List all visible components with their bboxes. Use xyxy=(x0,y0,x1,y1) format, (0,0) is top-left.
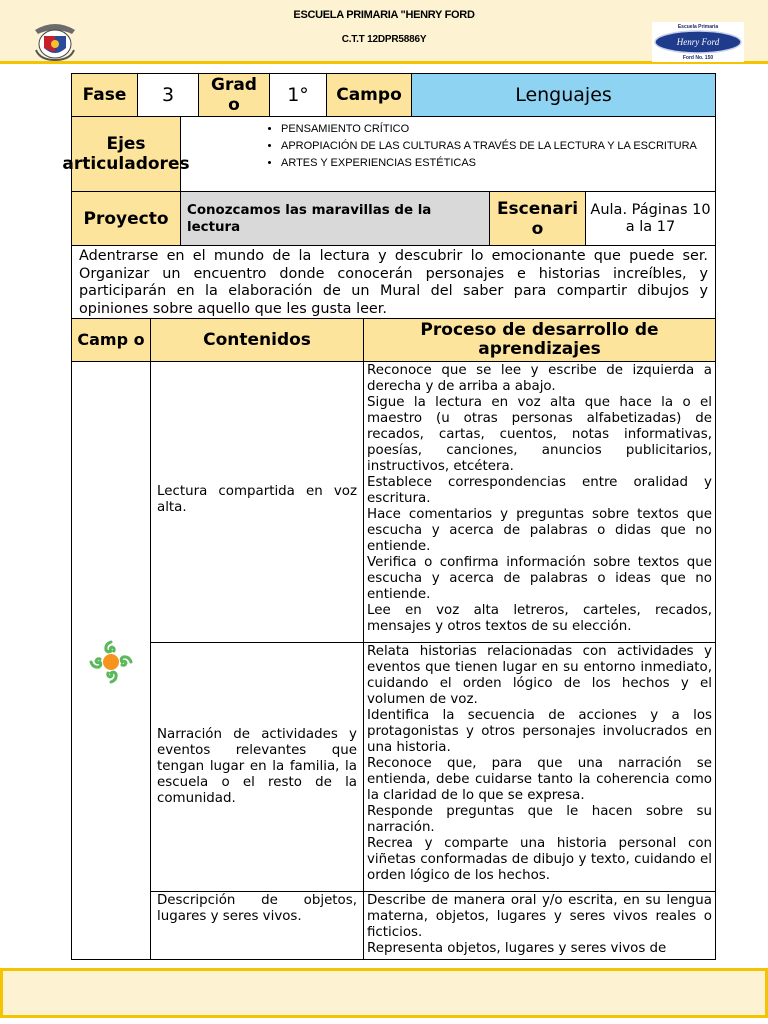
header-band xyxy=(0,0,768,64)
contenido-cell: Narración de actividades y eventos relevantes que tengan lugar en la familia, la escuela o el resto de la comunidad. xyxy=(150,642,364,892)
project-description: Adentrarse en el mundo de la lectura y descubrir lo emocionante que puede ser. Organizar un encuentro donde conocerán personajes e historias increíbles, y participarán en la elaboración de un Mural del saber para compartir dibujos y opiniones sobre aquello que les gusta leer. xyxy=(71,245,716,319)
svg-text:Escuela Primaria: Escuela Primaria xyxy=(677,24,719,30)
svg-text:Ford No. 150: Ford No. 150 xyxy=(682,55,714,61)
eje-item: • APROPIACIÓN DE LAS CULTURAS A TRAVÉS DE LA LECTURA Y LA ESCRITURA xyxy=(281,138,715,155)
campo-value: Lenguajes xyxy=(411,73,716,117)
proceso-cell xyxy=(363,642,716,892)
escenario-value: Aula. Páginas 10 a la 17 xyxy=(585,191,716,246)
proceso-item: Describe de manera oral y/o escrita, en su lengua materna, objetos, lugares y seres vivos reales o ficticios. xyxy=(367,893,712,940)
proceso-item: Sigue la lectura en voz alta que hace la o el maestro (u otras personas alfabetizadas) de recados, cartas, cuentos, notas informativas, poesías, canciones, anuncios publicitarios, instructivos, etcétera. xyxy=(367,395,712,474)
proceso-item: Representa objetos, lugares y seres vivos de xyxy=(367,941,667,956)
escenario-label: Escenari o xyxy=(489,191,586,246)
campo-label: Campo xyxy=(326,73,412,117)
proceso-item: Hace comentarios y preguntas sobre textos que escucha y acerca de palabras o didas que no entiende. xyxy=(367,507,712,554)
proceso-item: Identifica la secuencia de acciones y a los protagonistas y otros personajes involucrados en una historia. xyxy=(367,708,712,755)
proceso-item: Verifica o confirma información sobre textos que escucha y acerca de palabras o ideas que no entiende. xyxy=(367,555,712,602)
proceso-item: Lee en voz alta letreros, carteles, recados, mensajes y otros textos de su elección. xyxy=(367,603,712,634)
school-cct: C.T.T 12DPR5886Y xyxy=(341,34,427,45)
grado-label: Grad o xyxy=(198,73,270,117)
proceso-item: Responde preguntas que le hacen sobre su narración. xyxy=(367,804,712,835)
fase-value: 3 xyxy=(137,73,199,117)
proyecto-value: Conozcamos las maravillas de la lectura xyxy=(180,191,490,246)
lenguajes-campo-icon xyxy=(85,636,137,688)
footer-band xyxy=(0,968,768,1018)
svg-text:Henry Ford: Henry Ford xyxy=(676,37,720,47)
school-name: ESCUELA PRIMARIA "HENRY FORD xyxy=(293,9,475,21)
column-header-proceso: Proceso de desarrollo de aprendizajes xyxy=(363,318,716,362)
eje-item: • ARTES Y EXPERIENCIAS ESTÉTICAS xyxy=(281,155,715,172)
ejes-list-cell xyxy=(180,116,716,192)
eje-item: • PENSAMIENTO CRÍTICO xyxy=(281,121,715,138)
column-header-campo: Camp o xyxy=(71,318,151,362)
proyecto-label: Proyecto xyxy=(71,191,181,246)
proceso-item: Reconoce que se lee y escribe de izquierda a derecha y de arriba a abajo. xyxy=(367,363,712,394)
henry-ford-logo xyxy=(652,22,744,62)
ejes-list xyxy=(257,121,715,172)
proceso-item: Reconoce que, para que una narración se entienda, debe cuidarse tanto la coherencia como la claridad de lo que se expresa. xyxy=(367,756,712,803)
proceso-cell xyxy=(363,891,716,960)
proceso-item: Establece correspondencias entre oralidad y escritura. xyxy=(367,475,712,506)
grado-value: 1° xyxy=(269,73,327,117)
column-header-contenidos: Contenidos xyxy=(150,318,364,362)
proceso-item: Relata historias relacionadas con actividades y eventos que tienen lugar en su entorno inmediato, cuidando el orden lógico de los hechos y el volumen de voz. xyxy=(367,644,712,707)
ejes-label: Ejes articuladores xyxy=(71,116,181,192)
proceso-cell xyxy=(363,361,716,643)
contenido-cell: Lectura compartida en voz alta. xyxy=(150,361,364,643)
proceso-item: Recrea y comparte una historia personal con viñetas conformadas de dibujo y texto, cuidando el orden lógico de los hechos. xyxy=(367,836,712,883)
fase-label: Fase xyxy=(71,73,138,117)
contenido-cell: Descripción de objetos, lugares y seres vivos. xyxy=(150,891,364,960)
